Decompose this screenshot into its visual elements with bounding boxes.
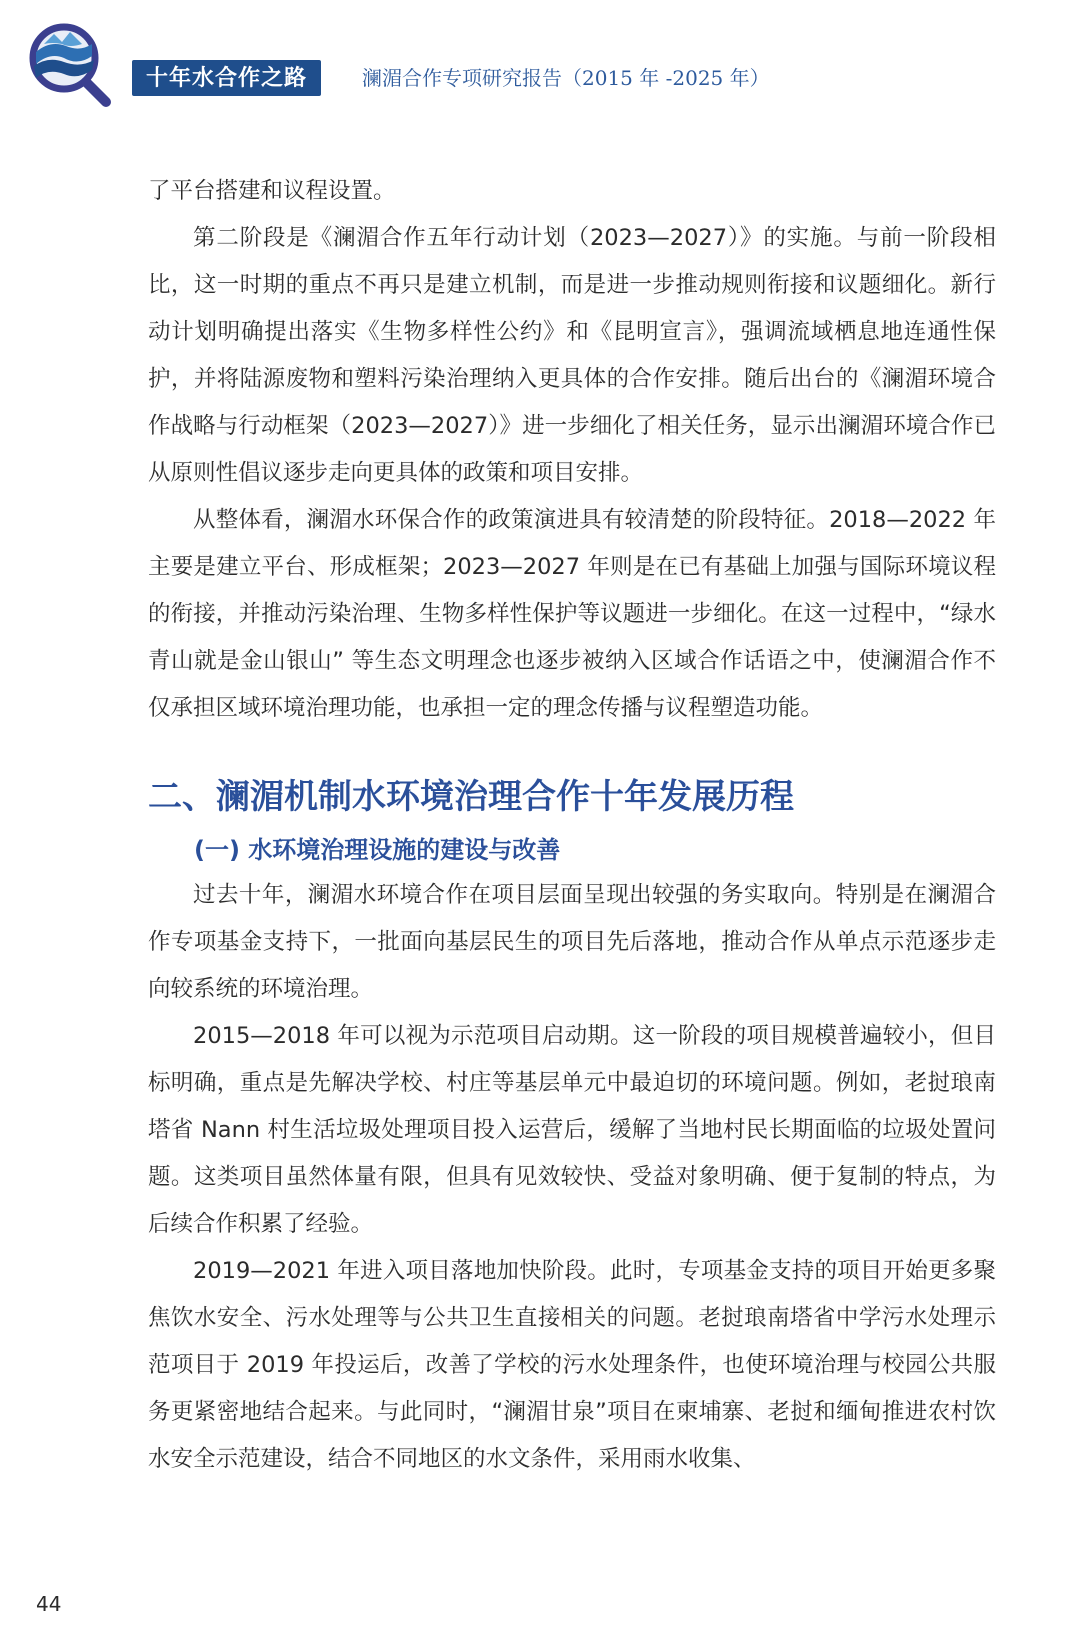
page-content bbox=[148, 168, 996, 1483]
body-paragraph-2015-2018: 2015—2018 年可以视为示范项目启动期。这一阶段的项目规模普遍较小，但目标明确，重点是先解决学校、村庄等基层单元中最迫切的环境问题。例如，老挝琅南塔省 Nann 村生活垃圾处理项目投入运营后，缓解了当地村民长期面临的垃圾处置问题。这类项目虽然体量有限，但具有见效较快、受益对象明确、便于复制的特点，为后续合作积累了经验。 bbox=[148, 1023, 996, 1237]
body-paragraph-2019-2021: 2019—2021 年进入项目落地加快阶段。此时，专项基金支持的项目开始更多聚焦饮水安全、污水处理等与公共卫生直接相关的问题。老挝琅南塔省中学污水处理示范项目于 2019 年投运后，改善了学校的污水处理条件，也使环境治理与校园公共服务更紧密地结合起来。与此同时，“澜湄甘泉”项目在柬埔寨、老挝和缅甸推进农村饮水安全示范建设，结合不同地区的水文条件，采用雨水收集、 bbox=[148, 1258, 996, 1472]
page-number: 44 bbox=[36, 1592, 62, 1616]
section-heading: 二、澜湄机制水环境治理合作十年发展历程 bbox=[148, 777, 794, 817]
body-paragraph-continuation: 了平台搭建和议程设置。 bbox=[148, 178, 396, 204]
body-paragraph-past-decade: 过去十年，澜湄水环境合作在项目层面呈现出较强的务实取向。特别是在澜湄合作专项基金支持下，一批面向基层民生的项目先后落地，推动合作从单点示范逐步走向较系统的环境治理。 bbox=[148, 882, 996, 1002]
body-paragraph-overview: 从整体看，澜湄水环保合作的政策演进具有较清楚的阶段特征。2018—2022 年主要是建立平台、形成框架；2023—2027 年则是在已有基础上加强与国际环境议程的衔接，并推动污染治理、生物多样性保护等议题进一步细化。在这一过程中，“绿水青山就是金山银山” 等生态文明理念也逐步被纳入区域合作话语之中，使澜湄合作不仅承担区域环境治理功能，也承担一定的理念传播与议程塑造功能。 bbox=[148, 507, 996, 721]
water-magnifier-logo-icon bbox=[26, 22, 112, 108]
subsection-heading: (一) 水环境治理设施的建设与改善 bbox=[194, 836, 561, 864]
page-header bbox=[0, 0, 1080, 120]
series-title-badge: 十年水合作之路 bbox=[132, 60, 321, 96]
report-title: 澜湄合作专项研究报告（2015 年 -2025 年） bbox=[362, 66, 770, 90]
body-paragraph-second-stage: 第二阶段是《澜湄合作五年行动计划（2023—2027）》的实施。与前一阶段相比，这一时期的重点不再只是建立机制，而是进一步推动规则衔接和议题细化。新行动计划明确提出落实《生物多样性公约》和《昆明宣言》，强调流域栖息地连通性保护，并将陆源废物和塑料污染治理纳入更具体的合作安排。随后出台的《澜湄环境合作战略与行动框架（2023—2027）》进一步细化了相关任务，显示出澜湄环境合作已从原则性倡议逐步走向更具体的政策和项目安排。 bbox=[148, 225, 996, 486]
